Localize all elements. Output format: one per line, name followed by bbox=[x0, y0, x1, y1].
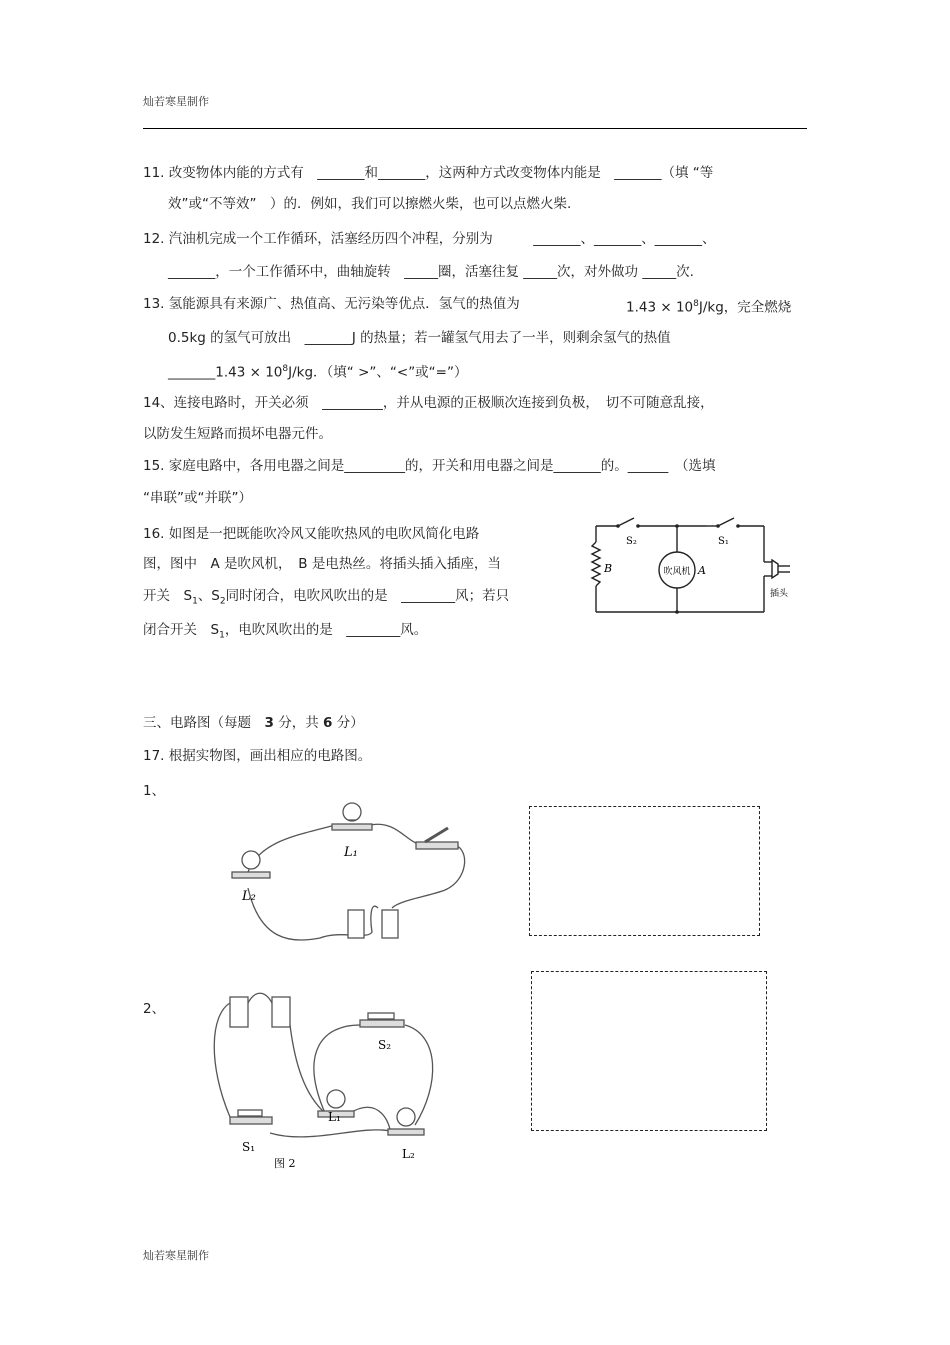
q13-exponent: 8 bbox=[693, 299, 699, 309]
page-header: 灿若寒星制作 bbox=[143, 95, 209, 108]
section-3-heading bbox=[143, 713, 364, 733]
q16-l3-b: 、S bbox=[197, 588, 220, 604]
sec3-points-each: 3 bbox=[264, 715, 274, 731]
question-11-line-1: 11. 改变物体内能的方式有 _______和_______，这两种方式改变物体内能是 _______（填 “等 bbox=[143, 165, 714, 181]
header-rule bbox=[143, 128, 807, 129]
question-12-line-2: _______，一个工作循环中，曲轴旋转 _____圈，活塞往复 _____次，对外做功 _____次. bbox=[168, 264, 694, 280]
question-13-line-2: 0.5kg 的氢气可放出 _______J 的热量；若一罐氢气用去了一半，则剩余氢气的热值 bbox=[168, 330, 671, 346]
item1-label-l2: L₂ bbox=[242, 889, 256, 904]
q16-l3-a: 开关 S bbox=[143, 588, 193, 604]
question-16-line-4 bbox=[143, 620, 427, 646]
q16-l3-c: 同时闭合，电吹风吹出的是 ________风；若只 bbox=[225, 588, 510, 604]
sec3-e: 分） bbox=[332, 715, 364, 731]
fig16-label-s2: S₂ bbox=[626, 536, 637, 547]
question-13-line-1 bbox=[143, 294, 520, 314]
question-15-line-1: 15. 家庭电路中，各用电器之间是_________的，开关和用电器之间是_______的。______ （选填 bbox=[143, 458, 716, 474]
sec3-c: 分，共 bbox=[273, 715, 323, 731]
q16-l3-sub2: 2 bbox=[219, 596, 226, 607]
q13-fill-hint: J/kg．（填“ >”、“<”或“=”） bbox=[288, 364, 468, 381]
item-1-physical-circuit bbox=[220, 800, 480, 950]
question-15-line-2: “串联”或“并联”） bbox=[143, 490, 252, 506]
item2-label-l1: L₁ bbox=[328, 1110, 341, 1124]
question-14-line-1: 14、连接电路时，开关必须 _________，并从电源的正极顺次连接到负极， 切不可随意乱接， bbox=[143, 395, 714, 411]
item2-label-l2: L₂ bbox=[402, 1147, 415, 1161]
question-16-line-1: 16. 如图是一把既能吹冷风又能吹热风的电吹风简化电路 bbox=[143, 526, 480, 542]
item1-label-l1: L₁ bbox=[344, 845, 358, 860]
question-17: 17. 根据实物图，画出相应的电路图。 bbox=[143, 748, 372, 764]
fig16-label-a: A bbox=[698, 564, 706, 577]
q13-blank-value: _______1.43 × 10 bbox=[168, 364, 283, 381]
q13-text-a: 13. 氢能源具有来源广、热值高、无污染等优点．氢气的热值为 bbox=[143, 296, 520, 312]
q16-l4-b: ，电吹风吹出的是 ________风。 bbox=[224, 622, 428, 638]
q13-mantissa: 1.43 × 10 bbox=[626, 299, 694, 316]
q13-value-1 bbox=[626, 294, 791, 318]
question-16-line-3 bbox=[143, 586, 509, 612]
fig16-plug-label: 插头 bbox=[770, 589, 789, 599]
question-11-line-2: 效”或“不等效” ）的．例如，我们可以擦燃火柴，也可以点燃火柴. bbox=[168, 196, 572, 212]
q16-l4-a: 闭合开关 S bbox=[143, 622, 220, 638]
question-12-line-1: 12. 汽油机完成一个工作循环，活塞经历四个冲程，分别为 _______、_______、_______、 bbox=[143, 231, 716, 247]
item-2-label: 2、 bbox=[143, 1001, 166, 1017]
fig16-motor-label: 吹风机 bbox=[663, 567, 691, 577]
q13-exponent-2: 8 bbox=[282, 364, 289, 374]
question-16-line-2: 图，图中 A 是吹风机， B 是电热丝。将插头插入插座，当 bbox=[143, 556, 501, 572]
item-2-physical-circuit bbox=[200, 985, 450, 1175]
q16-l4-sub: 1 bbox=[219, 630, 225, 641]
hair-dryer-circuit-figure bbox=[588, 512, 804, 620]
item2-label-s2: S₂ bbox=[378, 1038, 392, 1052]
item-1-label: 1、 bbox=[143, 783, 166, 799]
page-footer: 灿若寒星制作 bbox=[143, 1249, 209, 1262]
sec3-a: 三、电路图（每题 bbox=[143, 715, 265, 731]
question-13-line-3 bbox=[168, 359, 467, 383]
item2-figure-caption: 图 2 bbox=[274, 1157, 296, 1170]
answer-box-1 bbox=[529, 806, 760, 936]
fig16-label-b: B bbox=[604, 562, 613, 575]
question-14-line-2: 以防发生短路而损坏电器元件。 bbox=[143, 426, 332, 442]
q16-l3-sub1: 1 bbox=[192, 596, 198, 607]
fig16-label-s1: S₁ bbox=[718, 536, 729, 547]
answer-box-2 bbox=[531, 971, 767, 1131]
q13-unit: J/kg，完全燃烧 bbox=[698, 299, 792, 316]
sec3-points-total: 6 bbox=[323, 715, 333, 731]
item2-label-s1: S₁ bbox=[242, 1140, 256, 1154]
